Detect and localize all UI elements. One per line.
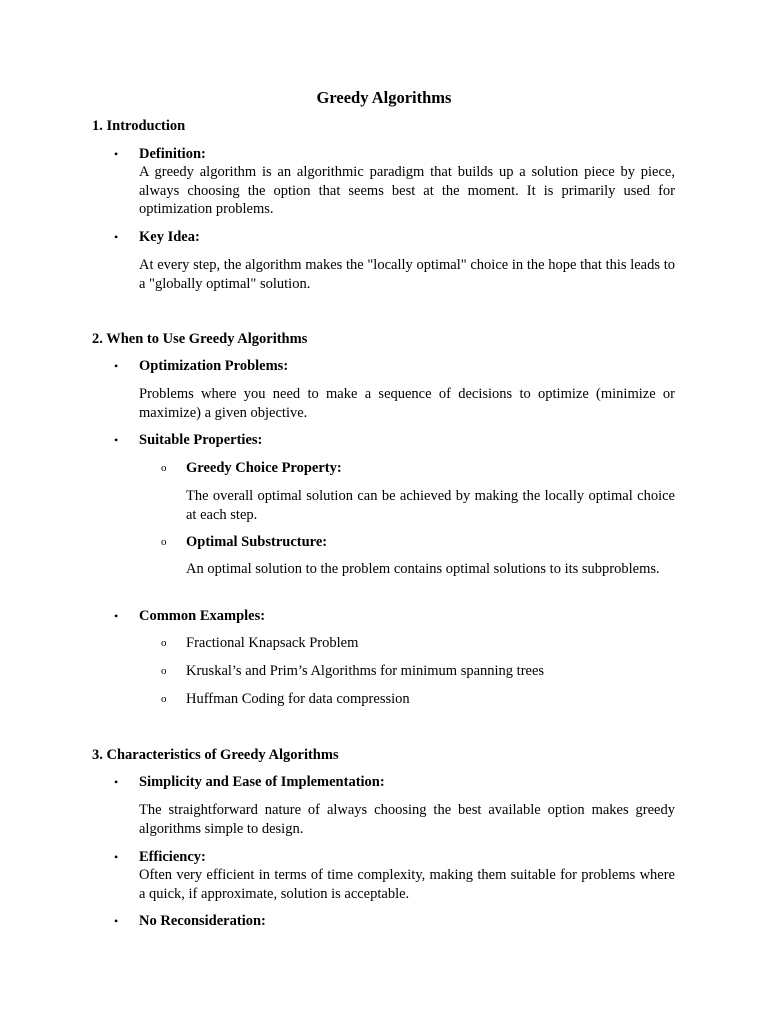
sub-bullet: o [161, 536, 167, 548]
example-item: Huffman Coding for data compression [186, 691, 410, 707]
bullet: • [114, 433, 119, 447]
simplicity-text: The straightforward nature of always choosing the best available option makes greedy algorithms simple to design. [139, 802, 675, 837]
no-reconsideration-label: No Reconsideration: [139, 913, 266, 929]
bullet: • [114, 609, 119, 623]
efficiency-text: Often very efficient in terms of time complexity, making them suitable for problems where a quick, if approximate, solution is acceptable. [139, 867, 675, 902]
example-item: Kruskal’s and Prim’s Algorithms for minimum spanning trees [186, 663, 545, 679]
suitable-properties-label: Suitable Properties: [139, 432, 263, 448]
page-title: Greedy Algorithms [316, 88, 452, 107]
sub-bullet: o [161, 665, 167, 677]
optimization-problems-label: Optimization Problems: [139, 358, 289, 374]
simplicity-label: Simplicity and Ease of Implementation: [139, 774, 385, 790]
definition-label: Definition: [139, 146, 206, 162]
section-heading-when-to-use: 2. When to Use Greedy Algorithms [92, 331, 308, 347]
section-heading-characteristics: 3. Characteristics of Greedy Algorithms [92, 747, 339, 763]
sub-bullet: o [161, 693, 167, 705]
example-item: Fractional Knapsack Problem [186, 635, 359, 651]
section-heading-introduction: 1. Introduction [92, 118, 186, 134]
bullet: • [114, 850, 119, 864]
definition-text: A greedy algorithm is an algorithmic paradigm that builds up a solution piece by piece, always choosing the option that seems best at the moment. It is primarily used for optimization problems. [139, 164, 675, 217]
bullet: • [114, 359, 119, 373]
optimization-problems-text: Problems where you need to make a sequence of decisions to optimize (minimize or maximize) a given objective. [139, 386, 675, 421]
sub-bullet: o [161, 462, 167, 474]
greedy-choice-property-label: Greedy Choice Property: [186, 460, 342, 476]
key-idea-text: At every step, the algorithm makes the "locally optimal" choice in the hope that this leads to a "globally optimal" solution. [139, 257, 675, 292]
bullet: • [114, 230, 119, 244]
efficiency-label: Efficiency: [139, 849, 206, 865]
sub-bullet: o [161, 637, 167, 649]
optimal-substructure-label: Optimal Substructure: [186, 534, 328, 550]
bullet: • [114, 914, 119, 928]
bullet: • [114, 147, 119, 161]
optimal-substructure-text: An optimal solution to the problem contains optimal solutions to its subproblems. [186, 561, 660, 577]
bullet: • [114, 775, 119, 789]
greedy-choice-property-text: The overall optimal solution can be achieved by making the locally optimal choice at each step. [186, 488, 675, 523]
common-examples-label: Common Examples: [139, 608, 266, 624]
key-idea-label: Key Idea: [139, 229, 200, 245]
